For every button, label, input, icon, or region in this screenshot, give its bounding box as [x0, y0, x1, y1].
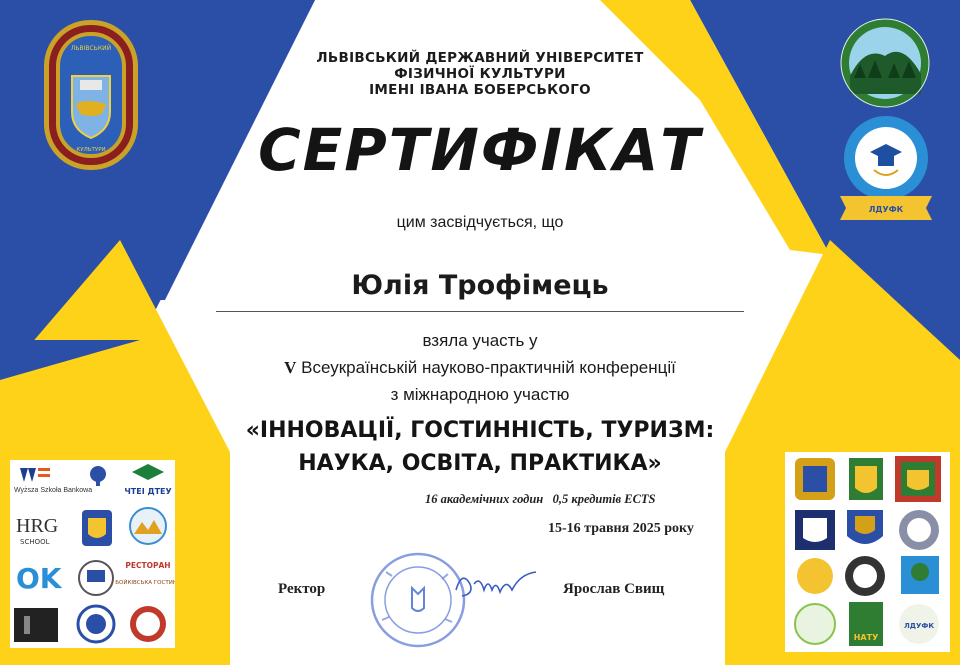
bird-logo [797, 558, 833, 594]
name-underline [216, 311, 744, 312]
ribbon-label: ЛДУФК [868, 205, 904, 214]
hrg-sub: SCHOOL [20, 538, 50, 546]
rector-signature [448, 560, 548, 610]
signature-role: Ректор [278, 581, 326, 597]
cheti-logo [124, 464, 171, 496]
ldufk-label: ЛДУФК [903, 622, 935, 630]
credits-text: 16 академічних годин 0,5 кредитів ECTS [425, 492, 656, 506]
university-crest-logo [32, 16, 150, 178]
left-partner-logos-panel [10, 460, 175, 648]
restoran-label: РЕСТОРАН [125, 561, 171, 570]
hrg-text: HRG [16, 515, 59, 537]
natsu-label: НАТУ [853, 633, 879, 642]
participation-line-2-text: Всеукраїнській науково-практичній конференції [296, 358, 676, 377]
conference-title-line-1: «ІННОВАЦІЇ, ГОСТИННІСТЬ, ТУРИЗМ: [245, 418, 715, 443]
svg-text:КУЛЬТУРИ: КУЛЬТУРИ [76, 147, 106, 153]
signatory-name: Ярослав Свищ [563, 581, 665, 597]
participation-line-1: взяла участь у [422, 331, 538, 350]
hotel-restaurant-department-logo [836, 112, 936, 222]
conference-title [180, 414, 780, 480]
tree-logo [90, 466, 106, 486]
participation-line-3: з міжнародною участю [390, 385, 570, 404]
faculty-tourism-logo [838, 16, 932, 110]
right-partner-logos-panel [785, 452, 950, 652]
left-partner-logos [10, 460, 175, 648]
certificate-title: СЕРТИФІКАТ [258, 116, 702, 184]
event-dates: 15-16 травня 2025 року [548, 521, 694, 536]
certifies-text: цим засвідчується, що [396, 214, 564, 231]
participation-line-2 [180, 358, 780, 378]
svg-text:ЛЬВІВСЬКИЙ: ЛЬВІВСЬКИЙ [70, 45, 112, 52]
leaf-logo [795, 604, 835, 644]
conference-title-line-2: НАУКА, ОСВІТА, ПРАКТИКА» [298, 451, 662, 476]
mountain-logo [130, 508, 166, 544]
recipient-name: Юлія Трофімець [351, 270, 609, 301]
right-partner-logos [785, 452, 950, 652]
university-line-3: ІМЕНІ ІВАНА БОБЕРСЬКОГО [369, 82, 591, 98]
svg-text:Wyższa Szkoła Bankowa: Wyższa Szkoła Bankowa [14, 487, 93, 494]
restoran-sub: БОЙКІВСЬКА ГОСТИНА [115, 580, 175, 586]
building-logo [14, 608, 58, 642]
wsb-logo [14, 468, 92, 494]
university-line-2: ФІЗИЧНОЇ КУЛЬТУРИ [394, 66, 566, 82]
ok-logo: OK [16, 562, 62, 595]
university-name [180, 50, 780, 98]
university-line-1: ЛЬВІВСЬКИЙ ДЕРЖАВНИЙ УНІВЕРСИТЕТ [316, 50, 644, 66]
conference-number: V [284, 358, 297, 377]
region-crest-logo [82, 510, 112, 546]
cheti-label: ЧТЕІ ДТЕУ [124, 487, 172, 496]
